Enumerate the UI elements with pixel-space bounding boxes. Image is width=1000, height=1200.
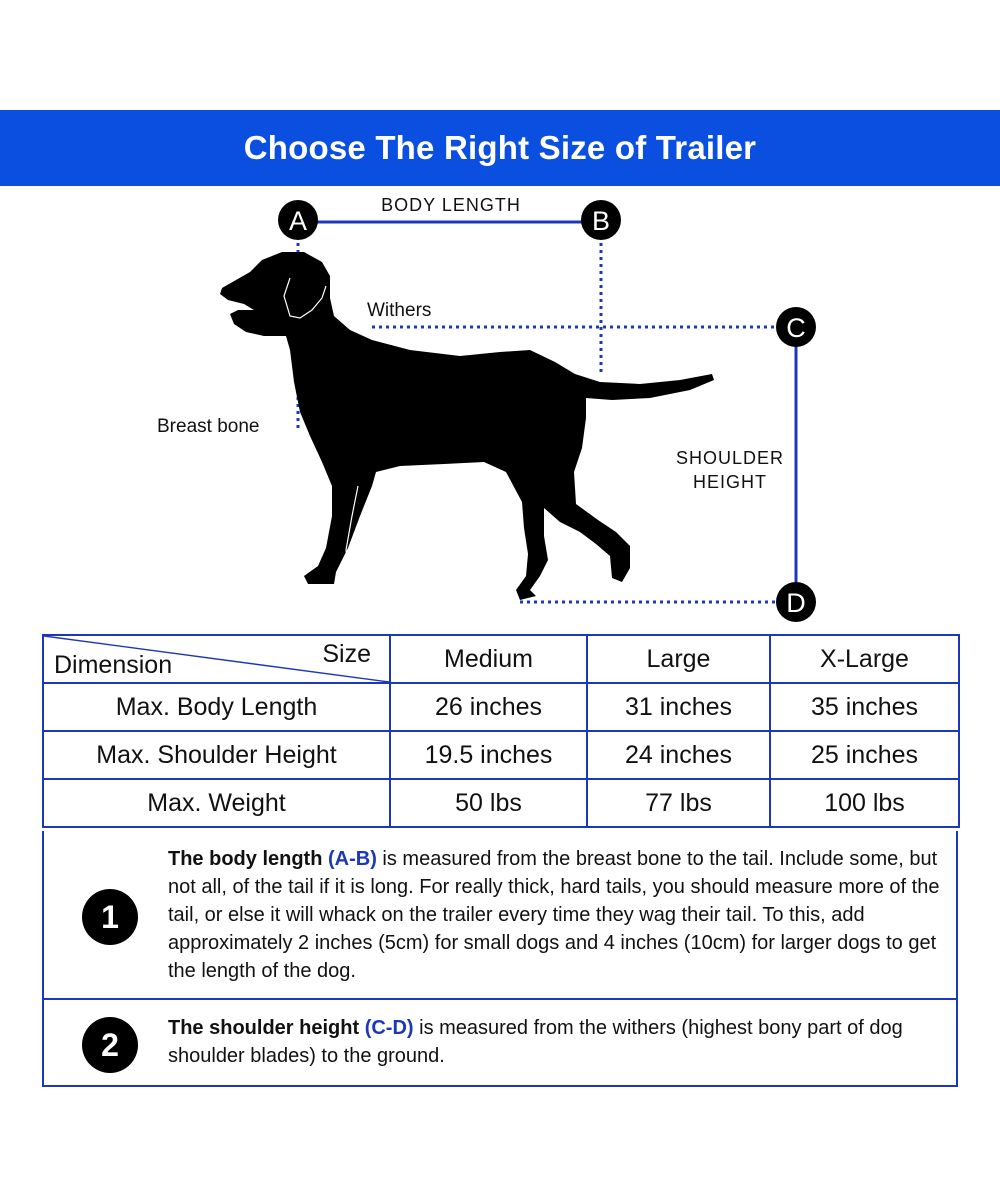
page-title: Choose The Right Size of Trailer — [243, 129, 757, 166]
dog-measurement-diagram — [0, 186, 1000, 630]
note-code: (C-D) — [364, 1017, 414, 1039]
dimension-header-label: Dimension — [54, 651, 173, 679]
table-cell: 19.5 inches — [390, 731, 587, 779]
table-cell: 25 inches — [770, 731, 959, 779]
column-header-large: Large — [587, 635, 770, 683]
table-cell: 26 inches — [390, 683, 587, 731]
size-header-label: Size — [322, 640, 371, 668]
note-description: is measured from the withers (highest bony part of dog shoulder blades) to the ground. — [168, 1017, 903, 1067]
point-c-marker — [776, 307, 816, 347]
svg-text:C: C — [786, 313, 806, 343]
title-banner — [0, 110, 1000, 186]
row-label-shoulder-height: Max. Shoulder Height — [43, 731, 390, 779]
table-header-row — [43, 635, 959, 683]
row-label-body-length: Max. Body Length — [43, 683, 390, 731]
table-cell: 24 inches — [587, 731, 770, 779]
number-one-icon: 1 — [82, 889, 138, 945]
point-b-marker — [581, 200, 621, 240]
breast-bone-label: Breast bone — [157, 416, 260, 437]
size-table — [42, 634, 960, 828]
number-two-icon: 2 — [82, 1017, 138, 1073]
note-description: is measured from the breast bone to the tail. Include some, but not all, of the tail if it is long. For really thick, hard tails, you should measure more of the tail, or else it will whack on the trailer every time they wag their tail. To this, add approximately 2 inches (5cm) for small dogs and 4 inches (10cm) for larger dogs to get the length of the dog. — [168, 848, 940, 982]
table-cell: 50 lbs — [390, 779, 587, 827]
shoulder-height-label-line1: SHOULDER — [675, 448, 785, 468]
column-header-x-large: X-Large — [770, 635, 959, 683]
table-cell: 31 inches — [587, 683, 770, 731]
point-d-marker — [776, 582, 816, 622]
note-body-length-text — [168, 845, 940, 985]
table-row — [43, 779, 959, 827]
note-body-length — [42, 831, 958, 1000]
note-bold-title: The body length — [168, 848, 323, 870]
table-cell: 77 lbs — [587, 779, 770, 827]
note-shoulder-height-text — [168, 1014, 940, 1070]
table-cell: 100 lbs — [770, 779, 959, 827]
shoulder-height-label-line2: HEIGHT — [692, 472, 768, 492]
row-label-weight: Max. Weight — [43, 779, 390, 827]
note-bold-title: The shoulder height — [168, 1017, 360, 1039]
svg-text:B: B — [591, 206, 611, 236]
body-length-label: BODY LENGTH — [381, 195, 521, 215]
withers-label: Withers — [367, 300, 432, 321]
size-dimension-header — [43, 635, 390, 683]
table-row — [43, 683, 959, 731]
table-row — [43, 731, 959, 779]
svg-text:D: D — [786, 588, 806, 618]
note-shoulder-height — [42, 998, 958, 1087]
point-a-marker — [278, 200, 318, 240]
note-code: (A-B) — [328, 848, 377, 870]
table-cell: 35 inches — [770, 683, 959, 731]
column-header-medium: Medium — [390, 635, 587, 683]
svg-text:A: A — [288, 206, 308, 236]
dog-silhouette-icon — [220, 252, 714, 600]
